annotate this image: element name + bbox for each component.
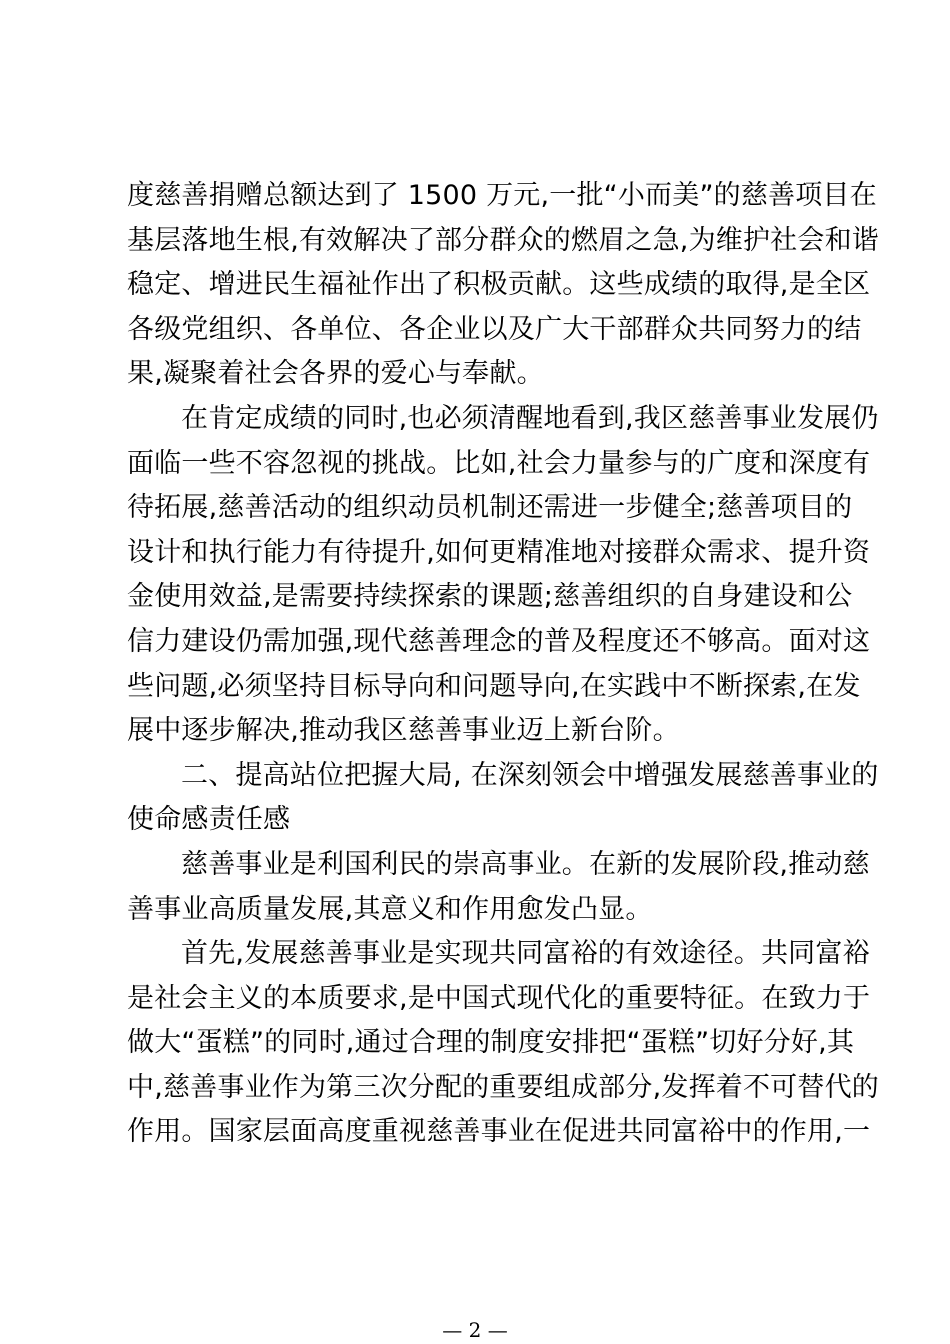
text-line: 稳定、增进民生福祉作出了积极贡献。这些成绩的取得,是全区 xyxy=(127,269,871,301)
text-line: 果,凝聚着社会各界的爱心与奉献。 xyxy=(127,358,544,390)
text-line: 作用。国家层面高度重视慈善事业在促进共同富裕中的作用,一 xyxy=(127,1116,871,1148)
text-line: 是社会主义的本质要求,是中国式现代化的重要特征。在致力于 xyxy=(127,982,871,1014)
text-line: 待拓展,慈善活动的组织动员机制还需进一步健全;慈善项目的 xyxy=(127,492,853,524)
text-line: 些问题,必须坚持目标导向和问题导向,在实践中不断探索,在发 xyxy=(127,670,861,702)
text-line: 信力建设仍需加强,现代慈善理念的普及程度还不够高。面对这 xyxy=(127,625,871,657)
text-line: 做大“蛋糕”的同时,通过合理的制度安排把“蛋糕”切好分好,其 xyxy=(127,1027,855,1059)
heading-line: 二、提高站位把握大局, 在深刻领会中增强发展慈善事业的 xyxy=(181,759,879,791)
paragraph-continued xyxy=(127,174,879,397)
paragraph-challenges xyxy=(127,397,879,754)
text-line: 慈善事业是利国利民的崇高事业。在新的发展阶段,推动慈 xyxy=(181,848,870,880)
heading-line: 使命感责任感 xyxy=(127,804,291,836)
paragraph-common-prosperity xyxy=(127,932,879,1155)
text-line: 首先,发展慈善事业是实现共同富裕的有效途径。共同富裕 xyxy=(181,938,870,970)
text-line: 各级党组织、各单位、各企业以及广大干部群众共同努力的结 xyxy=(127,313,862,345)
text-line: 在肯定成绩的同时,也必须清醒地看到,我区慈善事业发展仍 xyxy=(181,402,879,434)
paragraph-significance xyxy=(127,843,870,932)
section-heading xyxy=(127,754,879,843)
text-line: 中,慈善事业作为第三次分配的重要组成部分,发挥着不可替代的 xyxy=(127,1071,879,1103)
page-number: — 2 — xyxy=(442,1318,508,1342)
text-line: 面临一些不容忽视的挑战。比如,社会力量参与的广度和深度有 xyxy=(127,447,871,479)
text-line: 金使用效益,是需要持续探索的课题;慈善组织的自身建设和公 xyxy=(127,581,853,613)
body-text xyxy=(127,174,879,1155)
text-line: 展中逐步解决,推动我区慈善事业迈上新台阶。 xyxy=(127,715,680,747)
text-line: 基层落地生根,有效解决了部分群众的燃眉之急,为维护社会和谐 xyxy=(127,224,879,256)
text-line: 善事业高质量发展,其意义和作用愈发凸显。 xyxy=(127,893,653,925)
text-line: 设计和执行能力有待提升,如何更精准地对接群众需求、提升资 xyxy=(127,536,871,568)
text-line: 度慈善捐赠总额达到了 1500 万元,一批“小而美”的慈善项目在 xyxy=(127,180,877,211)
